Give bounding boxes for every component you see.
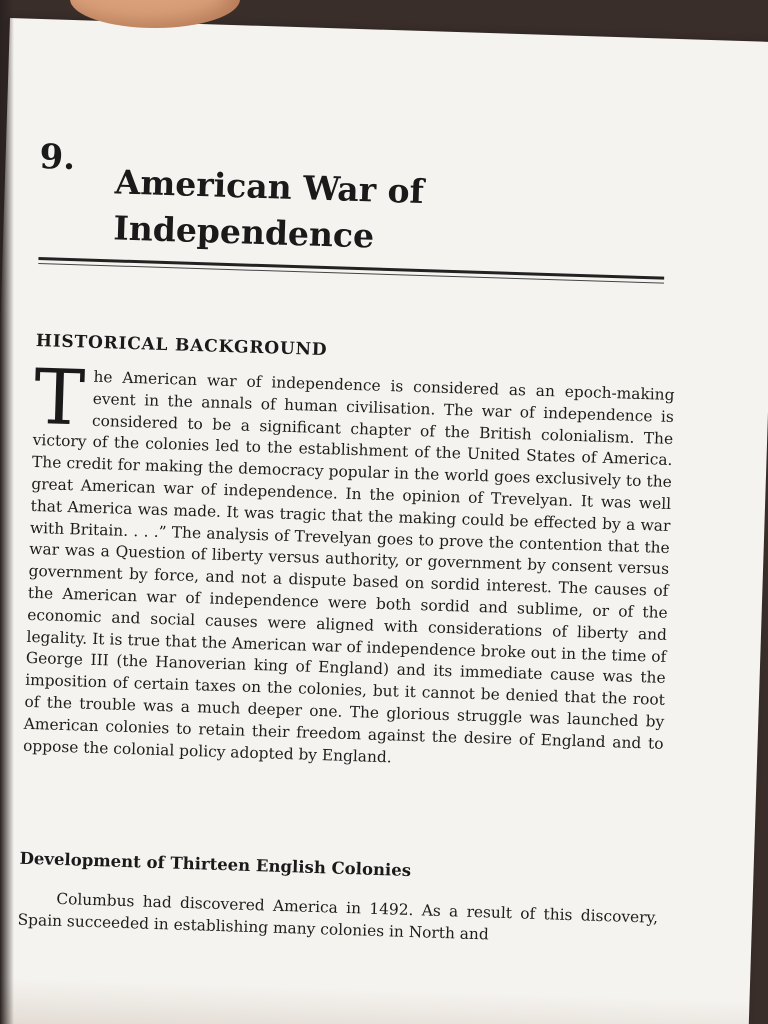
book-page bbox=[0, 18, 768, 1024]
page-shadow bbox=[0, 978, 749, 1024]
binding-shadow bbox=[0, 0, 14, 1024]
chapter-number: 9. bbox=[39, 137, 76, 179]
drop-cap: T bbox=[32, 351, 87, 443]
subsection-heading: Development of Thirteen English Colonies bbox=[19, 848, 412, 881]
chapter-title: American War of Independence bbox=[112, 162, 425, 256]
paragraph-text: he American war of independence is considered as an epoch-making event in the annals of human civilisation. The war of independence is considered to be a significant chapter of the British colonialism. The victory of the colonies led to the establishment of the United States of America. The credit for making the democracy popular in the world goes exclusively to the great American war of independence. In the opinion of Trevelyan. It was well that America was made. It was tragic that the making could be effected by a war with Britain. . . .” The analysis of Trevelyan goes to prove the contention that the war was a Question of liberty versus authority, or government by consent versus government by force, and not a dispute based on sordid interest. The causes of the American war of independence were both sordid and sublime, or of the economic and social causes were aligned with considerations of liberty and legality. It is true that the American war of independence broke out in the time of George III (the Hanoverian king of England) and its immediate cause was the imposition of certain taxes on the colonies, but it cannot be denied that the root of the trouble was a much deeper one. The glorious struggle was launched by American colonies to retain their freedom against the desire of England and to oppose the colonial policy adopted by England. bbox=[22, 367, 675, 766]
subsection-paragraph: Columbus had discovered America in 1492. As a result of this discovery, Spain succeeded in establishing many colonies in North and bbox=[17, 889, 659, 944]
section-heading: HISTORICAL BACKGROUND bbox=[35, 330, 328, 361]
title-divider bbox=[38, 257, 664, 286]
body-paragraph bbox=[22, 351, 675, 777]
